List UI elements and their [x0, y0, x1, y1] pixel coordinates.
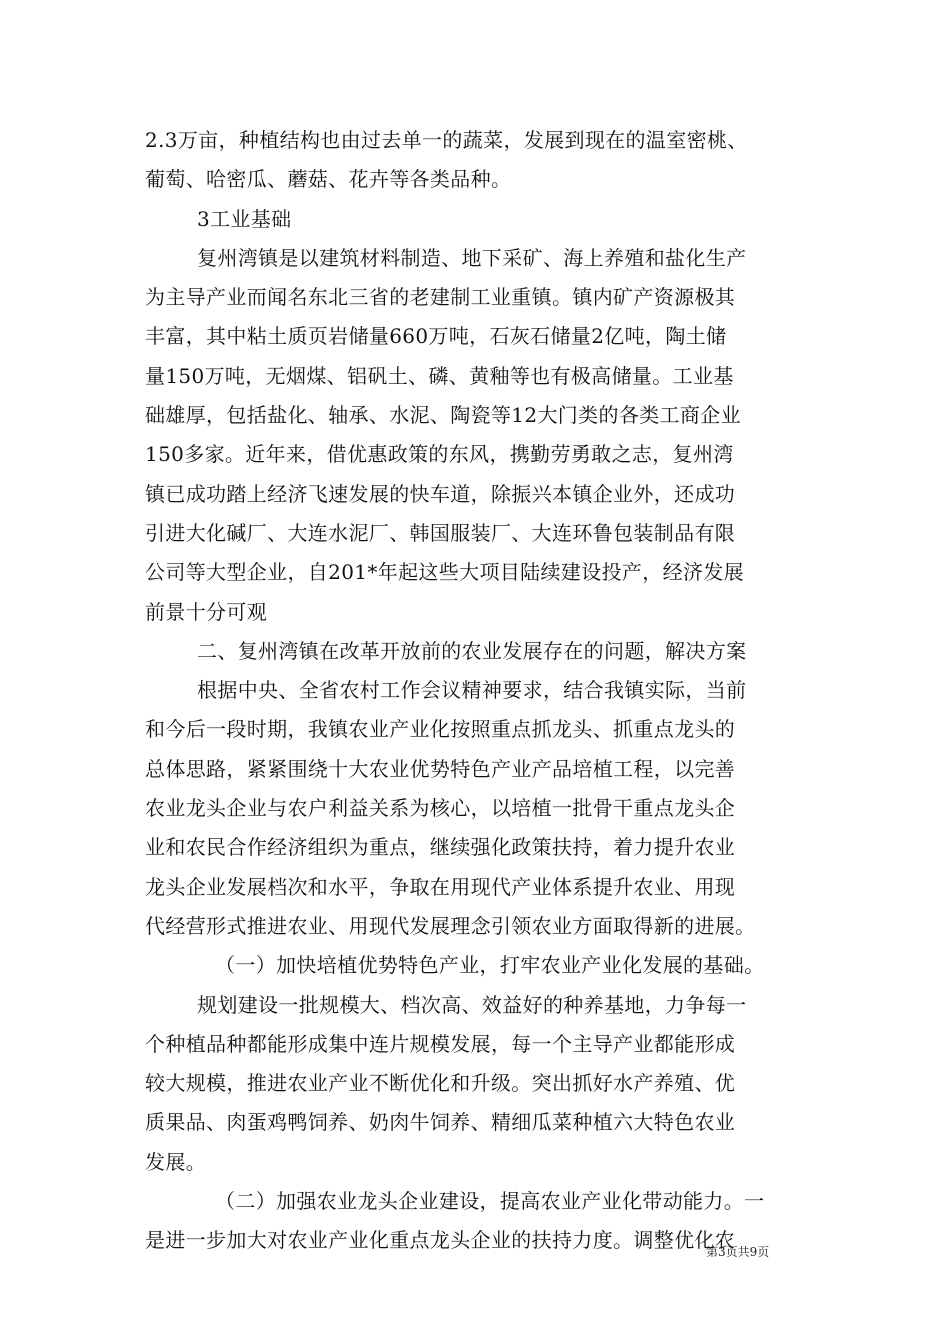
text-line: 龙头企业发展档次和水平，争取在用现代产业体系提升农业、用现	[145, 874, 736, 899]
text-line: 量150万吨，无烟煤、铝矾土、磷、黄釉等也有极高储量。工业基	[145, 363, 734, 388]
text-line: 总体思路，紧紧围绕十大农业优势特色产业产品培植工程，以完善	[145, 756, 736, 781]
text-line: 础雄厚，包括盐化、轴承、水泥、陶瓷等12大门类的各类工商企业	[145, 403, 741, 428]
text-line: 和今后一段时期，我镇农业产业化按照重点抓龙头、抓重点龙头的	[145, 717, 736, 742]
section-heading: 二、复州湾镇在改革开放前的农业发展存在的问题，解决方案	[197, 638, 747, 663]
text-line: 质果品、肉蛋鸡鸭饲养、奶肉牛饲养、精细瓜菜种植六大特色农业	[145, 1110, 736, 1135]
paragraph-start: 复州湾镇是以建筑材料制造、地下采矿、海上养殖和盐化生产	[197, 245, 747, 270]
text-line: 葡萄、哈密瓜、蘑菇、花卉等各类品种。	[145, 167, 512, 192]
subsection-heading: （二）加强农业龙头企业建设，提高农业产业化带动能力。一	[215, 1189, 765, 1214]
paragraph-start: 规划建设一批规模大、档次高、效益好的种养基地，力争每一	[197, 992, 747, 1017]
section-heading: 3工业基础	[197, 206, 292, 231]
text-line: 镇已成功踏上经济飞速发展的快车道，除振兴本镇企业外，还成功	[145, 481, 736, 506]
text-line: 公司等大型企业，自201*年起这些大项目陆续建设投产，经济发展	[145, 560, 745, 585]
text-line: 2.3万亩，种植结构也由过去单一的蔬菜，发展到现在的温室密桃、	[145, 128, 748, 152]
text-line: 是进一步加大对农业产业化重点龙头企业的扶持力度。调整优化农	[145, 1228, 736, 1253]
body-text	[145, 121, 810, 1261]
text-line: 农业龙头企业与农户利益关系为核心，以培植一批骨干重点龙头企	[145, 796, 736, 821]
subsection-heading: （一）加快培植优势特色产业，打牢农业产业化发展的基础。	[215, 953, 765, 978]
text-line: 丰富，其中粘土质页岩储量660万吨，石灰石储量2亿吨，陶土储	[145, 324, 727, 349]
text-line: 150多家。近年来，借优惠政策的东风，携勤劳勇敢之志，复州湾	[145, 442, 734, 467]
text-line: 业和农民合作经济组织为重点，继续强化政策扶持，着力提升农业	[145, 835, 736, 860]
text-line: 为主导产业而闻名东北三省的老建制工业重镇。镇内矿产资源极其	[145, 285, 736, 310]
page-number: 第3页共9页	[706, 1245, 770, 1259]
text-line: 发展。	[145, 1149, 207, 1174]
text-line: 引进大化碱厂、大连水泥厂、韩国服装厂、大连环鲁包装制品有限	[145, 520, 736, 545]
text-line: 代经营形式推进农业、用现代发展理念引领农业方面取得新的进展。	[145, 913, 756, 938]
text-line: 较大规模，推进农业产业不断优化和升级。突出抓好水产养殖、优	[145, 1071, 736, 1096]
text-line: 前景十分可观	[145, 599, 268, 624]
text-line: 个种植品种都能形成集中连片规模发展，每一个主导产业都能形成	[145, 1031, 736, 1056]
paragraph-start: 根据中央、全省农村工作会议精神要求，结合我镇实际，当前	[197, 678, 747, 703]
